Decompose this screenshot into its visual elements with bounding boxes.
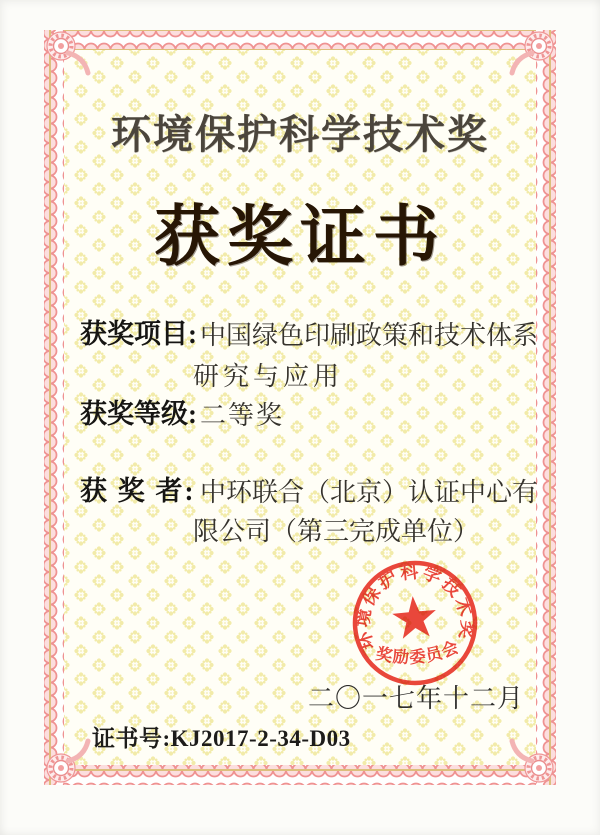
seal-committee-text: 奖励委员会: [374, 638, 462, 668]
seal-ring-text: 环境保护科学技术奖: [352, 561, 478, 653]
field-winner-value-line1: 中环联合（北京）认证中心有: [200, 478, 539, 507]
field-project-label: 获奖项目:: [80, 319, 197, 349]
field-grade-value: 二等奖: [200, 401, 285, 430]
certificate-number-value: KJ2017-2-34-D03: [170, 726, 351, 751]
field-winner-label: 获 奖 者:: [80, 476, 196, 506]
red-star-icon: [391, 594, 438, 639]
certificate-number-label: 证书号:: [92, 726, 171, 751]
award-committee-seal: [342, 550, 487, 695]
field-project-value-line2: 研究与应用: [193, 362, 344, 391]
field-grade-label: 获奖等级:: [80, 399, 197, 429]
field-project-value-line1: 中国绿色印刷政策和技术体系: [200, 321, 539, 350]
field-winner-value-line2: 限公司（第三完成单位）: [193, 517, 480, 546]
certificate-heading: 获奖证书: [154, 201, 446, 274]
svg-text:奖励委员会: [373, 636, 463, 670]
certificate-number: [92, 726, 351, 752]
issue-date: 二〇一七年十二月: [308, 684, 525, 713]
award-title: 环境保护科学技术奖: [111, 112, 489, 157]
